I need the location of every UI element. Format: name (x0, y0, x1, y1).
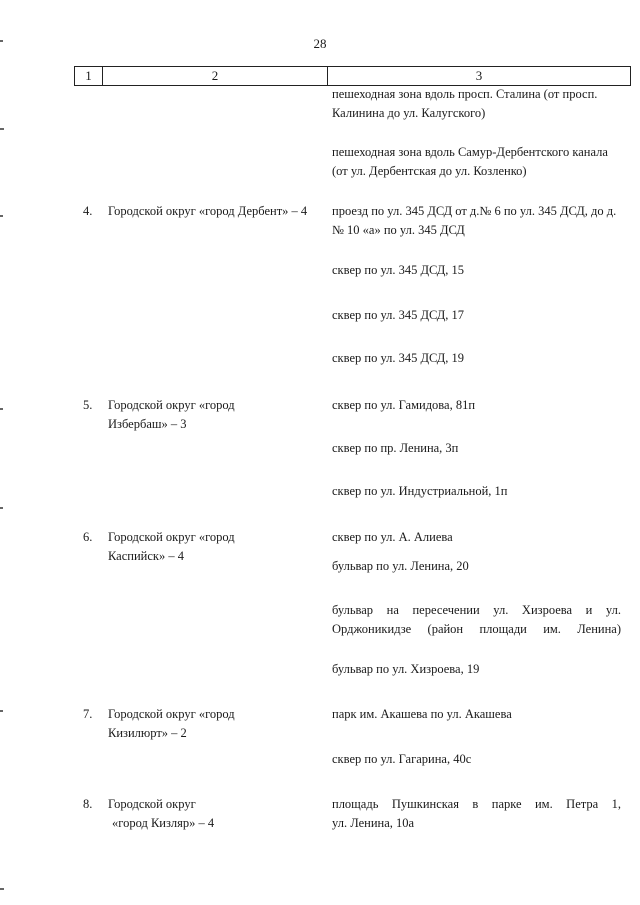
municipality-name: Городской округ «город Избербаш» – 3 (108, 398, 235, 431)
object-entry: сквер по пр. Ленина, 3п (332, 441, 459, 455)
object-entry: проезд по ул. 345 ДСД от д.№ 6 по ул. 345 ДСД, до д. № 10 «а» по ул. 345 ДСД (332, 204, 617, 237)
scan-mark (0, 215, 3, 217)
table-header-row (74, 66, 631, 86)
municipality-name: Городской округ «город Дербент» – 4 (108, 204, 308, 218)
object-entry: сквер по ул. 345 ДСД, 19 (332, 351, 465, 365)
object-entry: бульвар по ул. Хизроева, 19 (332, 662, 480, 676)
object-entry: сквер по ул. А. Алиева (332, 530, 453, 544)
scan-mark (0, 888, 4, 890)
row-number: 5. (83, 398, 93, 412)
scan-mark (0, 408, 3, 410)
scan-mark (0, 40, 3, 42)
row-number: 7. (83, 707, 93, 721)
column-header-3: 3 (475, 68, 483, 83)
object-entry: парк им. Акашева по ул. Акашева (332, 707, 512, 721)
object-entry: площадь Пушкинская в парке им. Петра 1, (332, 797, 621, 811)
column-header-2: 2 (103, 67, 328, 85)
object-entry: сквер по ул. 345 ДСД, 17 (332, 308, 465, 322)
municipality-name-line: Городской округ (108, 797, 196, 811)
continuation-object: пешеходная зона вдоль Самур-Дербентского канала (от ул. Дербентская до ул. Козленко) (332, 145, 608, 178)
row-number: 6. (83, 530, 93, 544)
scan-mark (0, 128, 4, 130)
municipality-name: Городской округ «город Каспийск» – 4 (108, 530, 235, 563)
continuation-object: пешеходная зона вдоль просп. Сталина (от просп. Калинина до ул. Калугского) (332, 87, 598, 120)
scan-mark (0, 710, 3, 712)
column-header-1: 1 (75, 67, 103, 85)
page-number: 28 (313, 36, 327, 51)
municipality-name-line: «город Кизляр» – 4 (112, 816, 215, 830)
object-entry: бульвар по ул. Ленина, 20 (332, 559, 469, 573)
object-entry: сквер по ул. 345 ДСД, 15 (332, 263, 465, 277)
object-entry: сквер по ул. Гагарина, 40с (332, 752, 472, 766)
row-number: 4. (83, 204, 93, 218)
object-entry: ул. Ленина, 10а (332, 816, 415, 830)
scan-mark (0, 507, 3, 509)
object-entry: сквер по ул. Гамидова, 81п (332, 398, 476, 412)
object-entry: бульвар на пересечении ул. Хизроева и ул. Орджоникидзе (район площади им. Ленина) (332, 603, 621, 636)
municipality-name: Городской округ «город Кизилюрт» – 2 (108, 707, 235, 740)
object-entry: сквер по ул. Индустриальной, 1п (332, 484, 508, 498)
row-number: 8. (83, 797, 93, 811)
